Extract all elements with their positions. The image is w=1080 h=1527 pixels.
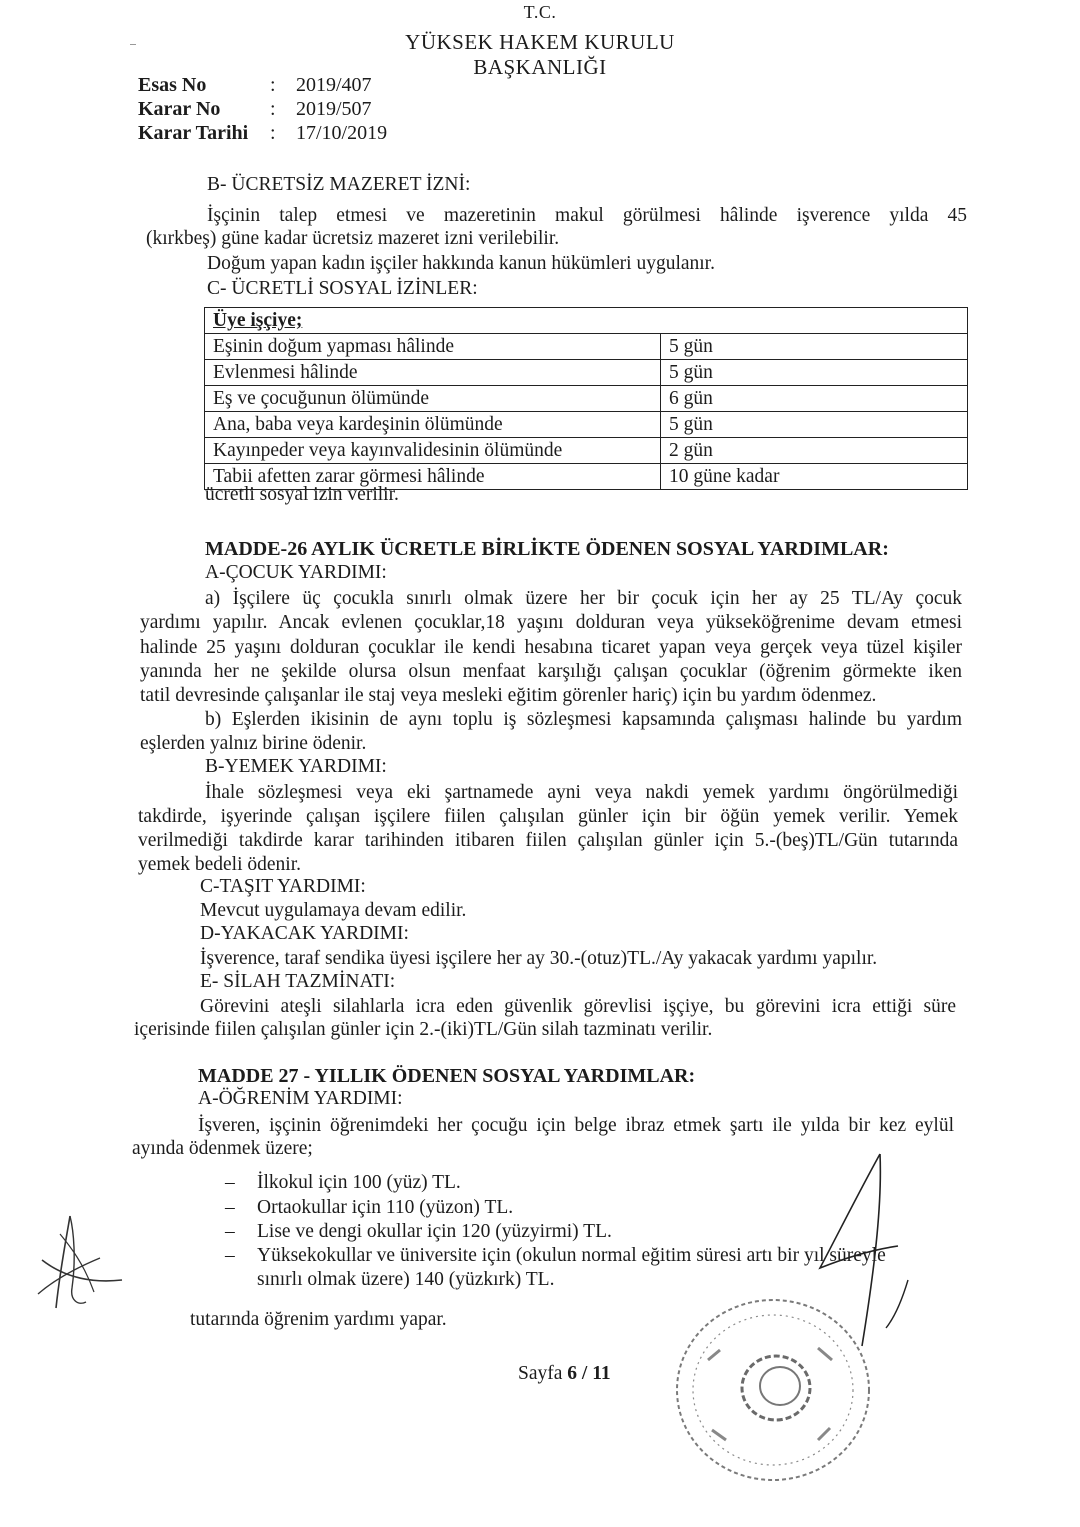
yemek-line1: İhale sözleşmesi veya eki şartnamede ayni veya nakdi yemek yardımı öngörülmediği [205,782,958,803]
leave-duration: 2 gün [661,438,968,464]
list-item [225,1197,513,1219]
page-number [518,1363,611,1385]
leave-duration: 10 güne kadar [661,464,968,490]
yemek-line3: verilmediği takdirde karar tarihinden itibaren fiilen çalışılan günler için 5.-(beş)TL/Gün tutarında [138,830,958,851]
cocuk-line1: a) İşçilere üç çocukla sınırlı olmak üzere her bir çocuk için her ay 25 TL/Ay çocuk [205,588,962,609]
silah-tazminati-title: E- SİLAH TAZMİNATI: [200,971,396,992]
table-row [205,412,968,438]
leave-duration: 5 gün [661,412,968,438]
header-department: BAŞKANLIĞI [473,55,607,79]
ogrenim-yardimi-title: A-ÖĞRENİM YARDIMI: [198,1088,403,1109]
b-paragraph-line2: (kırkbeş) güne kadar ücretsiz mazeret izni verilebilir. [146,228,560,249]
initials-signature [30,1210,140,1320]
table-row [205,438,968,464]
meta-tarih: Karar Tarihi : 17/10/2019 [138,122,388,144]
list-bullet: – [225,1221,235,1242]
leave-duration: 5 gün [661,334,968,360]
meta-karar: Karar No : 2019/507 [138,98,372,120]
yemek-line2: takdirde, işyerinde çalışan işçilere fiilen çalışılan günler için bir öğün yemek verilir. Yemek [138,806,958,827]
meta-esas-label: Esas No [138,74,207,96]
madde27-title: MADDE 27 - YILLIK ÖDENEN SOSYAL YARDIMLAR: [198,1065,696,1087]
leave-reason: Eşinin doğum yapması hâlinde [205,334,661,360]
silah-line1: Görevini ateşli silahlarla icra eden güvenlik görevlisi işçiye, bu görevini icra ettiği süre [200,996,956,1017]
page-count: 6 / 11 [567,1363,611,1384]
leave-reason: Tabii afetten zarar görmesi hâlinde [205,464,661,490]
page-prefix: Sayfa [518,1363,568,1384]
tasit-yardimi-title: C-TAŞIT YARDIMI: [200,876,366,897]
list-item-text: İlkokul için 100 (yüz) TL. [257,1172,461,1193]
cocuk-b-line2: eşlerden yalnız birine ödenir. [140,733,367,754]
list-item-text: Ortaokullar için 110 (yüzon) TL. [257,1197,514,1218]
silah-line2: içerisinde fiilen çalışılan günler için 2.-(iki)TL/Gün silah tazminatı verilir. [134,1019,713,1040]
header-tc: T.C. [523,2,557,22]
leave-reason: Evlenmesi hâlinde [205,360,661,386]
official-seal [668,1290,878,1490]
leave-duration: 5 gün [661,360,968,386]
madde26-title: MADDE-26 AYLIK ÜCRETLE BİRLİKTE ÖDENEN SOSYAL YARDIMLAR: [205,538,889,560]
tasit-text: Mevcut uygulamaya devam edilir. [200,900,467,921]
table-header-row [205,308,968,334]
list-bullet: – [225,1197,235,1218]
meta-karar-label: Karar No [138,98,221,120]
list-item [225,1245,886,1267]
cocuk-line3: halinde 25 yaşını dolduran çocuklar ile kendi hesabına ticaret yapan veya gerçek veya tüzel kişiler [140,637,962,658]
table-row [205,360,968,386]
header-institution: YÜKSEK HAKEM KURULU [405,30,675,54]
b-section-title: B- ÜCRETSİZ MAZERET İZNİ: [207,174,471,195]
meta-tarih-label: Karar Tarihi [138,122,249,144]
meta-esas: Esas No : 2019/407 [138,74,372,96]
list-item [225,1221,612,1243]
ogrenim-intro-line2: ayında ödenmek üzere; [132,1138,313,1159]
cocuk-line2: yardımı yapılır. Ancak evlenen çocuklar,18 yaşını dolduran veya yükseköğrenime devam etmesi [140,612,962,633]
cocuk-line5: tatil devresinde çalışanlar ile staj veya mesleki eğitim görenler hariç) için bu yardım ödenmez. [140,685,877,706]
meta-karar-value: 2019/507 [296,98,372,120]
list-item-text: Lise ve dengi okullar için 120 (yüzyirmi) TL. [257,1221,612,1242]
yemek-yardimi-title: B-YEMEK YARDIMI: [205,756,387,777]
yemek-line4: yemek bedeli ödenir. [138,854,301,875]
list-item-continuation: sınırlı olmak üzere) 140 (yüzkırk) TL. [257,1269,555,1290]
table-header-cell: Üye işçiye; [205,308,968,334]
leave-reason: Kayınpeder veya kayınvalidesinin ölümünde [205,438,661,464]
cocuk-yardimi-title: A-ÇOCUK YARDIMI: [205,562,387,583]
b-paragraph2: Doğum yapan kadın işçiler hakkında kanun hükümleri uygulanır. [207,253,715,274]
leave-reason: Eş ve çocuğunun ölümünde [205,386,661,412]
meta-tarih-value: 17/10/2019 [296,122,388,144]
list-bullet: – [225,1172,235,1193]
leave-duration: 6 gün [661,386,968,412]
yakacak-yardimi-title: D-YAKACAK YARDIMI: [200,923,409,944]
leave-reason: Ana, baba veya kardeşinin ölümünde [205,412,661,438]
b-paragraph-line1: İşçinin talep etmesi ve mazeretinin makul görülmesi hâlinde işverence yılda 45 [207,205,967,226]
ogrenim-closing: tutarında öğrenim yardımı yapar. [190,1309,447,1330]
c-section-footer: ücretli sosyal izin verilir. [205,484,399,505]
cocuk-b-line1: b) Eşlerden ikisinin de aynı toplu iş sözleşmesi kapsamında çalışması halinde bu yardım [205,709,962,730]
paid-leave-table [204,307,968,490]
ogrenim-intro-line1: İşveren, işçinin öğrenimdeki her çocuğu için belge ibraz etmek şartı ile yılda bir kez eylül [198,1115,954,1136]
list-bullet: – [225,1245,235,1266]
list-item-text: Yüksekokullar ve üniversite için (okulun normal eğitim süresi artı bir yıl süreyle [257,1245,886,1266]
c-section-title: C- ÜCRETLİ SOSYAL İZİNLER: [207,278,478,299]
cocuk-line4: yanında her ne şekilde olursa olsun menfaat karşılığı çalışan çocuklar (öğrenim görmekte iken [140,661,962,682]
table-row [205,334,968,360]
list-item [225,1172,461,1194]
yakacak-text: İşverence, taraf sendika üyesi işçilere her ay 30.-(otuz)TL./Ay yakacak yardımı yapılır. [200,948,878,969]
meta-esas-value: 2019/407 [296,74,372,96]
table-row [205,386,968,412]
